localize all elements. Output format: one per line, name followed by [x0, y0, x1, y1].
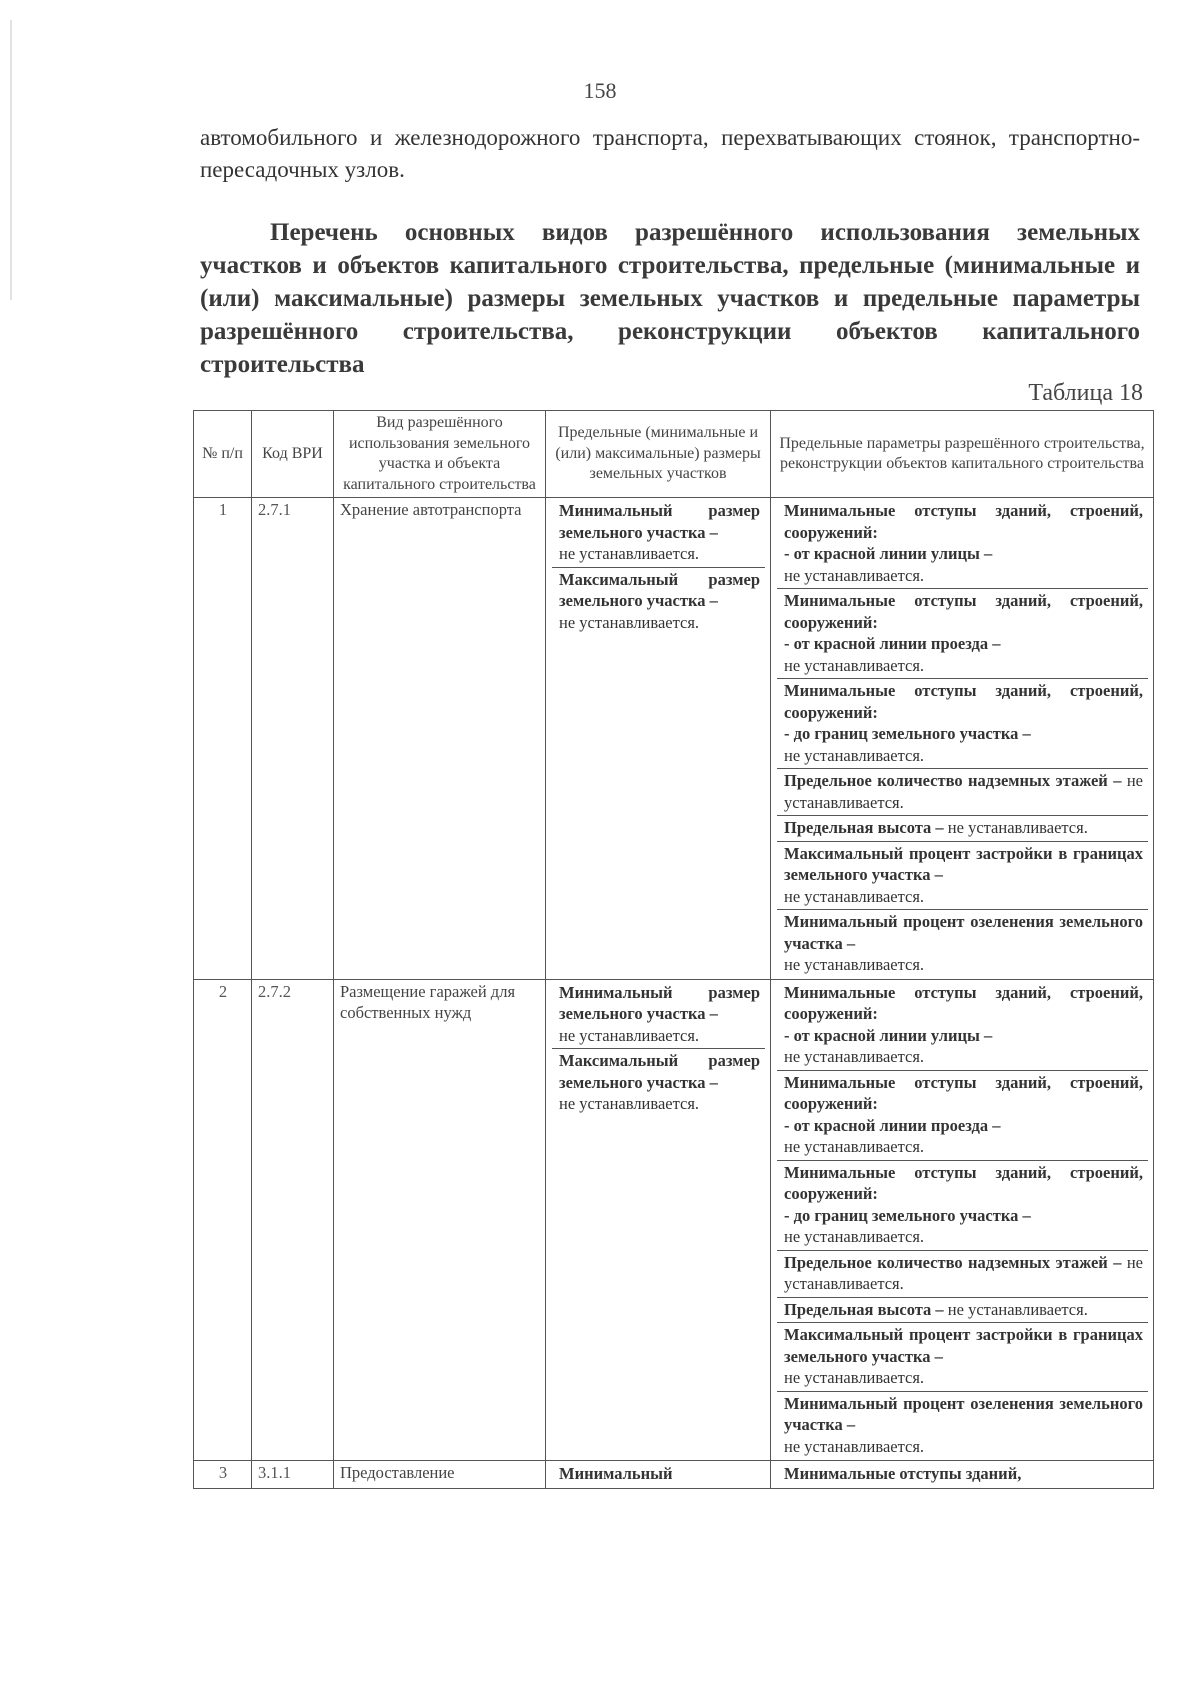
- build-param-detail: - до границ земельного участка –: [784, 724, 1031, 743]
- row-code: 2.7.2: [252, 979, 334, 1461]
- build-param-label: Максимальный процент застройки в границах земельного участка –: [784, 843, 1143, 884]
- row-plot-limits: [546, 498, 771, 980]
- build-param-item: [777, 768, 1148, 815]
- build-param-value: не устанавливается.: [784, 1436, 925, 1456]
- row-use-name: Хранение автотранспорта: [334, 498, 546, 980]
- build-param-value: не устанавливается.: [784, 1252, 1143, 1293]
- build-param-item: [777, 981, 1148, 1070]
- row-number: 1: [194, 498, 252, 980]
- row-plot-limits: [546, 979, 771, 1461]
- build-param-item: [777, 815, 1148, 841]
- build-param-value: не устанавливается.: [784, 565, 925, 585]
- plot-limit-item: [552, 1462, 765, 1487]
- plot-limit-label: Максимальный размер земельного участка –: [559, 1051, 760, 1092]
- row-number: 3: [194, 1461, 252, 1489]
- row-use-name: Предоставление: [334, 1461, 546, 1489]
- row-use-name: Размещение гаражей для собственных нужд: [334, 979, 546, 1461]
- row-plot-limits: [546, 1461, 771, 1489]
- build-param-item: [777, 1070, 1148, 1160]
- table-row: [194, 1461, 1154, 1489]
- build-param-value: не устанавливается.: [784, 1047, 925, 1066]
- build-param-detail: - от красной линии улицы –: [784, 544, 993, 563]
- page-number: 158: [583, 78, 617, 103]
- build-param-label: Минимальные отступы зданий, строений, сооружений:: [784, 591, 1143, 632]
- build-param-item: [777, 1391, 1148, 1460]
- build-param-label: Минимальные отступы зданий, строений, сооружений:: [784, 681, 1143, 722]
- plot-limit-label: Максимальный размер земельного участка –: [559, 569, 760, 610]
- table-header-row: [194, 411, 1154, 498]
- build-param-detail: - от красной линии проезда –: [784, 634, 1001, 653]
- build-param-label: Минимальный процент озеленения земельного участка –: [784, 912, 1143, 953]
- build-param-detail: - до границ земельного участка –: [784, 1205, 1031, 1225]
- row-build-params: [771, 1461, 1154, 1489]
- row-build-params: [771, 498, 1154, 980]
- plot-limit-item: [552, 981, 765, 1049]
- build-param-item: [777, 841, 1148, 910]
- plot-limit-item: [552, 499, 765, 567]
- header-build-params: Предельные параметры разрешённого строительства, реконструкции объектов капитального строительства: [771, 411, 1154, 498]
- build-param-label: Предельная высота –: [784, 1299, 944, 1319]
- plot-limit-value: не устанавливается.: [559, 1025, 700, 1045]
- build-param-label: Предельное количество надземных этажей –: [784, 1252, 1122, 1272]
- table-row: [194, 498, 1154, 980]
- build-param-item: [777, 1462, 1148, 1487]
- build-param-item: [777, 1160, 1148, 1250]
- plot-limit-value: не устанавливается.: [559, 612, 700, 632]
- build-param-label: Минимальные отступы зданий, строений, сооружений:: [784, 1162, 1143, 1203]
- scan-edge: [10, 20, 12, 300]
- build-param-value: не устанавливается.: [784, 655, 925, 675]
- row-number: 2: [194, 979, 252, 1461]
- build-param-label: Максимальный процент застройки в границах земельного участка –: [784, 1325, 1143, 1366]
- build-param-value: не устанавливается.: [784, 1368, 925, 1387]
- build-param-label: Минимальные отступы зданий, строений, сооружений:: [784, 1072, 1143, 1113]
- build-param-value: не устанавливается.: [784, 955, 925, 974]
- build-param-item: [777, 499, 1148, 588]
- build-param-item: [777, 588, 1148, 678]
- build-param-value: не устанавливается.: [784, 1227, 925, 1246]
- build-param-label: Минимальные отступы зданий, строений, сооружений:: [784, 501, 1143, 542]
- permitted-use-table: [193, 410, 1154, 1489]
- row-code: 3.1.1: [252, 1461, 334, 1489]
- build-param-value: не устанавливается.: [947, 1299, 1088, 1319]
- build-param-item: [777, 1250, 1148, 1297]
- plot-limit-item: [552, 567, 765, 636]
- build-param-item: [777, 909, 1148, 978]
- section-heading: Перечень основных видов разрешённого использования земельных участков и объектов капитального строительства, предельные (минимальные и (или) максимальные) размеры земельных участков и предельные параметры разрешённого строительства, реконструкции объектов капитального строительства: [200, 219, 1140, 378]
- build-param-label: Минимальный процент озеленения земельного участка –: [784, 1393, 1143, 1434]
- row-build-params: [771, 979, 1154, 1461]
- plot-limit-value: не устанавливается.: [559, 1094, 700, 1113]
- build-param-label: Минимальные отступы зданий, строений, сооружений:: [784, 982, 1143, 1023]
- build-param-item: [777, 678, 1148, 768]
- build-param-detail: - от красной линии улицы –: [784, 1025, 993, 1045]
- table-caption: Таблица 18: [1028, 380, 1143, 406]
- build-param-detail: - от красной линии проезда –: [784, 1115, 1001, 1135]
- header-use-type: Вид разрешённого использования земельного участка и объекта капитального строительства: [334, 411, 546, 498]
- row-code: 2.7.1: [252, 498, 334, 980]
- build-param-value: не устанавливается.: [784, 886, 925, 906]
- build-param-label: Предельная высота –: [784, 818, 944, 837]
- build-param-label: Минимальные отступы зданий,: [784, 1464, 1022, 1483]
- build-param-value: не устанавливается.: [947, 818, 1088, 837]
- plot-limit-value: не устанавливается.: [559, 544, 700, 563]
- header-plot-limits: Предельные (минимальные и (или) максимальные) размеры земельных участков: [546, 411, 771, 498]
- table-row: [194, 979, 1154, 1461]
- build-param-item: [777, 1297, 1148, 1323]
- plot-limit-item: [552, 1048, 765, 1117]
- plot-limit-label: Минимальный: [559, 1464, 673, 1483]
- build-param-value: не устанавливается.: [784, 745, 925, 765]
- plot-limit-label: Минимальный размер земельного участка –: [559, 501, 760, 542]
- build-param-value: не устанавливается.: [784, 771, 1143, 812]
- header-code: Код ВРИ: [252, 411, 334, 498]
- build-param-item: [777, 1322, 1148, 1391]
- plot-limit-label: Минимальный размер земельного участка –: [559, 982, 760, 1023]
- build-param-value: не устанавливается.: [784, 1137, 925, 1156]
- intro-paragraph: автомобильного и железнодорожного транспорта, перехватывающих стоянок, транспортно-пересадочных узлов.: [200, 125, 1140, 182]
- header-number: № п/п: [194, 411, 252, 498]
- build-param-label: Предельное количество надземных этажей –: [784, 771, 1122, 790]
